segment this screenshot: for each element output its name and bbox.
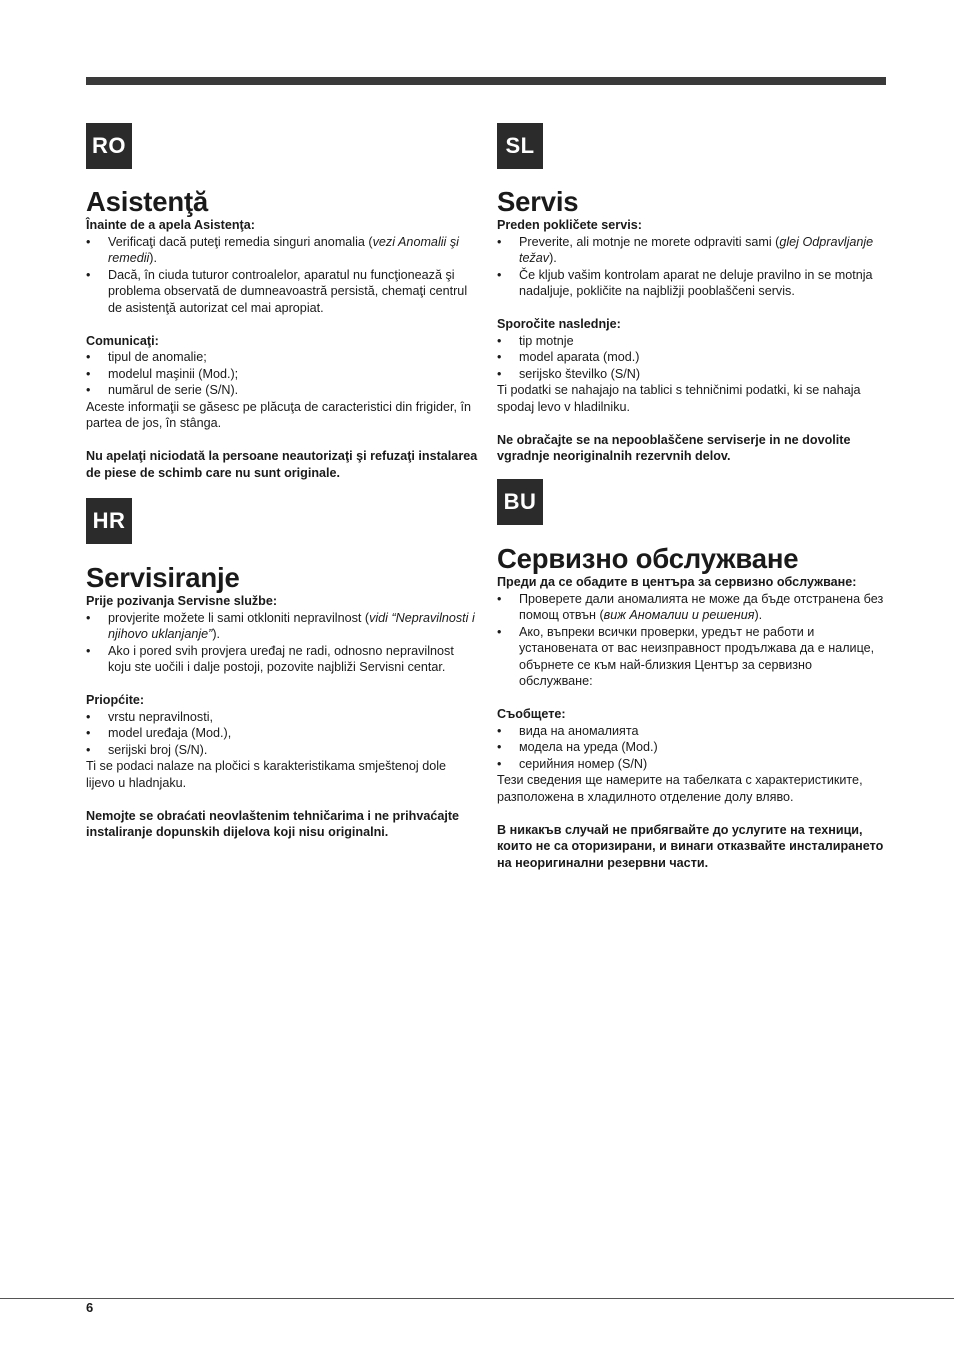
list-item: • vrstu nepravilnosti,	[86, 709, 213, 724]
bullet-icon: •	[497, 756, 502, 771]
language-badge-ro: RO	[86, 123, 132, 169]
bullet-icon: •	[86, 267, 91, 282]
bullet-icon: •	[497, 366, 502, 381]
section-title-bu: Сервизно обслужване	[497, 543, 799, 574]
section-title-ro: Asistenţă	[86, 186, 208, 217]
bullet-icon: •	[86, 643, 91, 658]
bullet-icon: •	[497, 591, 502, 606]
list-item: • numărul de serie (S/N).	[86, 383, 239, 397]
language-badge-bu: BU	[497, 479, 543, 525]
right-column	[497, 0, 889, 1290]
section-ro	[86, 123, 478, 481]
bullet-icon: •	[86, 383, 91, 397]
section-sl	[497, 123, 889, 465]
bullet-icon: •	[497, 624, 502, 639]
list-item: • tipul de anomalie;	[86, 350, 207, 364]
bullet-icon: •	[497, 267, 502, 282]
warning-sl: Ne obračajte se na nepooblaščene serviserje in ne dovolite vgradnje neoriginalnih rezervnih delov.	[497, 432, 851, 463]
section-bu	[497, 479, 889, 871]
communicate-heading-ro: Comunicaţi:	[86, 333, 159, 348]
communicate-heading-sl: Sporočite naslednje:	[497, 317, 621, 331]
footer-rule	[0, 1298, 954, 1299]
cross-reference: glej Odpravljanje težav	[519, 234, 874, 265]
location-info-bu: Тези сведения ще намерите на табелката с характеристиките, разположена в хладилното отделение долу вляво.	[497, 773, 863, 804]
list-item: • modelul maşinii (Mod.);	[86, 366, 239, 381]
before-calling-heading-sl: Preden pokličete servis:	[497, 218, 642, 232]
checklist-ro	[86, 234, 478, 317]
page-number: 6	[86, 1300, 94, 1315]
warning-hr: Nemojte se obraćati neovlaštenim tehničarima i ne prihvaćajte instaliranje dopunskih dijelova koji nisu originalni.	[86, 808, 460, 839]
cross-reference: виж Аномалии и решения	[603, 608, 755, 622]
communicate-heading-bu: Съобщете:	[497, 707, 566, 721]
location-info-sl: Ti podatki se nahajajo na tablici s tehničnimi podatki, ki se nahaja spodaj levo v hladilniku.	[497, 383, 861, 414]
before-calling-heading-bu: Преди да се обадите в центъра за сервизно обслужване:	[497, 575, 857, 589]
info-list-sl	[497, 333, 889, 383]
info-list-hr	[86, 709, 478, 759]
bullet-icon: •	[86, 610, 91, 625]
list-item: • Ako i pored svih provjera uređaj ne radi, odnosno nepravilnost koju ste uočili i dalje postoji, pozovite najbliži Servisni centar.	[86, 643, 454, 674]
section-title-sl: Servis	[497, 186, 579, 217]
warning-ro: Nu apelaţi niciodată la persoane neautorizaţi şi refuzaţi instalarea de piese de schimb care nu sunt originale.	[86, 449, 478, 480]
warning-bu: В никакъв случай не прибягвайте до услугите на техници, които не са оторизирани, и винаги отказвайте инсталирането на неоригинални резервни части.	[497, 822, 884, 870]
list-item: • вида на аномалията	[497, 723, 639, 738]
left-column	[86, 0, 478, 1290]
location-info-hr: Ti se podaci nalaze na pločici s karakteristikama smještenoj dole lijevo u hladnjaku.	[86, 759, 447, 790]
list-item: • serijski broj (S/N).	[86, 742, 208, 757]
bullet-icon: •	[497, 333, 502, 348]
bullet-icon: •	[497, 350, 502, 364]
before-calling-heading-hr: Prije pozivanja Servisne službe:	[86, 594, 278, 608]
bullet-icon: •	[86, 726, 91, 740]
bullet-icon: •	[86, 350, 91, 364]
bullet-icon: •	[497, 740, 502, 754]
communicate-heading-hr: Priopćite:	[86, 693, 145, 707]
bullet-icon: •	[86, 742, 91, 757]
language-badge-hr: HR	[86, 498, 132, 544]
list-item: • tip motnje	[497, 333, 574, 348]
cross-reference: vezi Anomalii şi remedii	[108, 234, 459, 265]
language-badge-sl: SL	[497, 123, 543, 169]
cross-reference: vidi “Nepravilnosti i njihovo uklanjanje”	[108, 610, 475, 641]
bullet-icon: •	[86, 234, 91, 249]
before-calling-heading-ro: Înainte de a apela Asistenţa:	[86, 218, 255, 232]
section-hr	[86, 498, 478, 841]
list-item: • модела на уреда (Mod.)	[497, 740, 658, 754]
list-item: • Ако, въпреки всички проверки, уредът не работи и установената от вас неизправност продължава да е налице, обърнете се към най-близкия Център за сервизно обслужване:	[497, 624, 875, 688]
bullet-icon: •	[86, 709, 91, 724]
list-item: • серийния номер (S/N)	[497, 756, 648, 771]
section-title-hr: Servisiranje	[86, 562, 240, 593]
bullet-icon: •	[497, 723, 502, 738]
info-list-bu	[497, 723, 889, 773]
list-item: • provjerite možete li sami otkloniti nepravilnost (vidi “Nepravilnosti i njihovo uklanjanje”).	[86, 610, 475, 641]
info-list-ro	[86, 349, 478, 399]
checklist-bu	[497, 591, 889, 690]
list-item: • model aparata (mod.)	[497, 350, 640, 364]
list-item: • serijsko številko (S/N)	[497, 366, 641, 381]
list-item: • Verificaţi dacă puteţi remedia singuri anomalia (vezi Anomalii şi remedii).	[86, 234, 459, 265]
list-item: • Dacă, în ciuda tuturor controalelor, aparatul nu funcţionează şi problema observată de dumneavoastră persistă, chemaţi centrul de asistenţă autorizat cel mai apropiat.	[86, 267, 468, 315]
list-item: • Проверете дали аномалията не може да бъде отстранена без помощ отвън (виж Аномалии и решения).	[497, 591, 884, 622]
location-info-ro: Aceste informaţii se găsesc pe plăcuţa de caracteristici din frigider, în partea de jos, în stânga.	[86, 399, 471, 430]
bullet-icon: •	[497, 234, 502, 249]
checklist-sl	[497, 234, 889, 300]
list-item: • model uređaja (Mod.),	[86, 726, 232, 740]
checklist-hr	[86, 610, 478, 676]
list-item: • Preverite, ali motnje ne morete odpraviti sami (glej Odpravljanje težav).	[497, 234, 874, 265]
bullet-icon: •	[86, 366, 91, 381]
list-item: • Če kljub vašim kontrolam aparat ne deluje pravilno in se motnja nadaljuje, pokličite na najbližji pooblaščeni servis.	[497, 267, 873, 298]
